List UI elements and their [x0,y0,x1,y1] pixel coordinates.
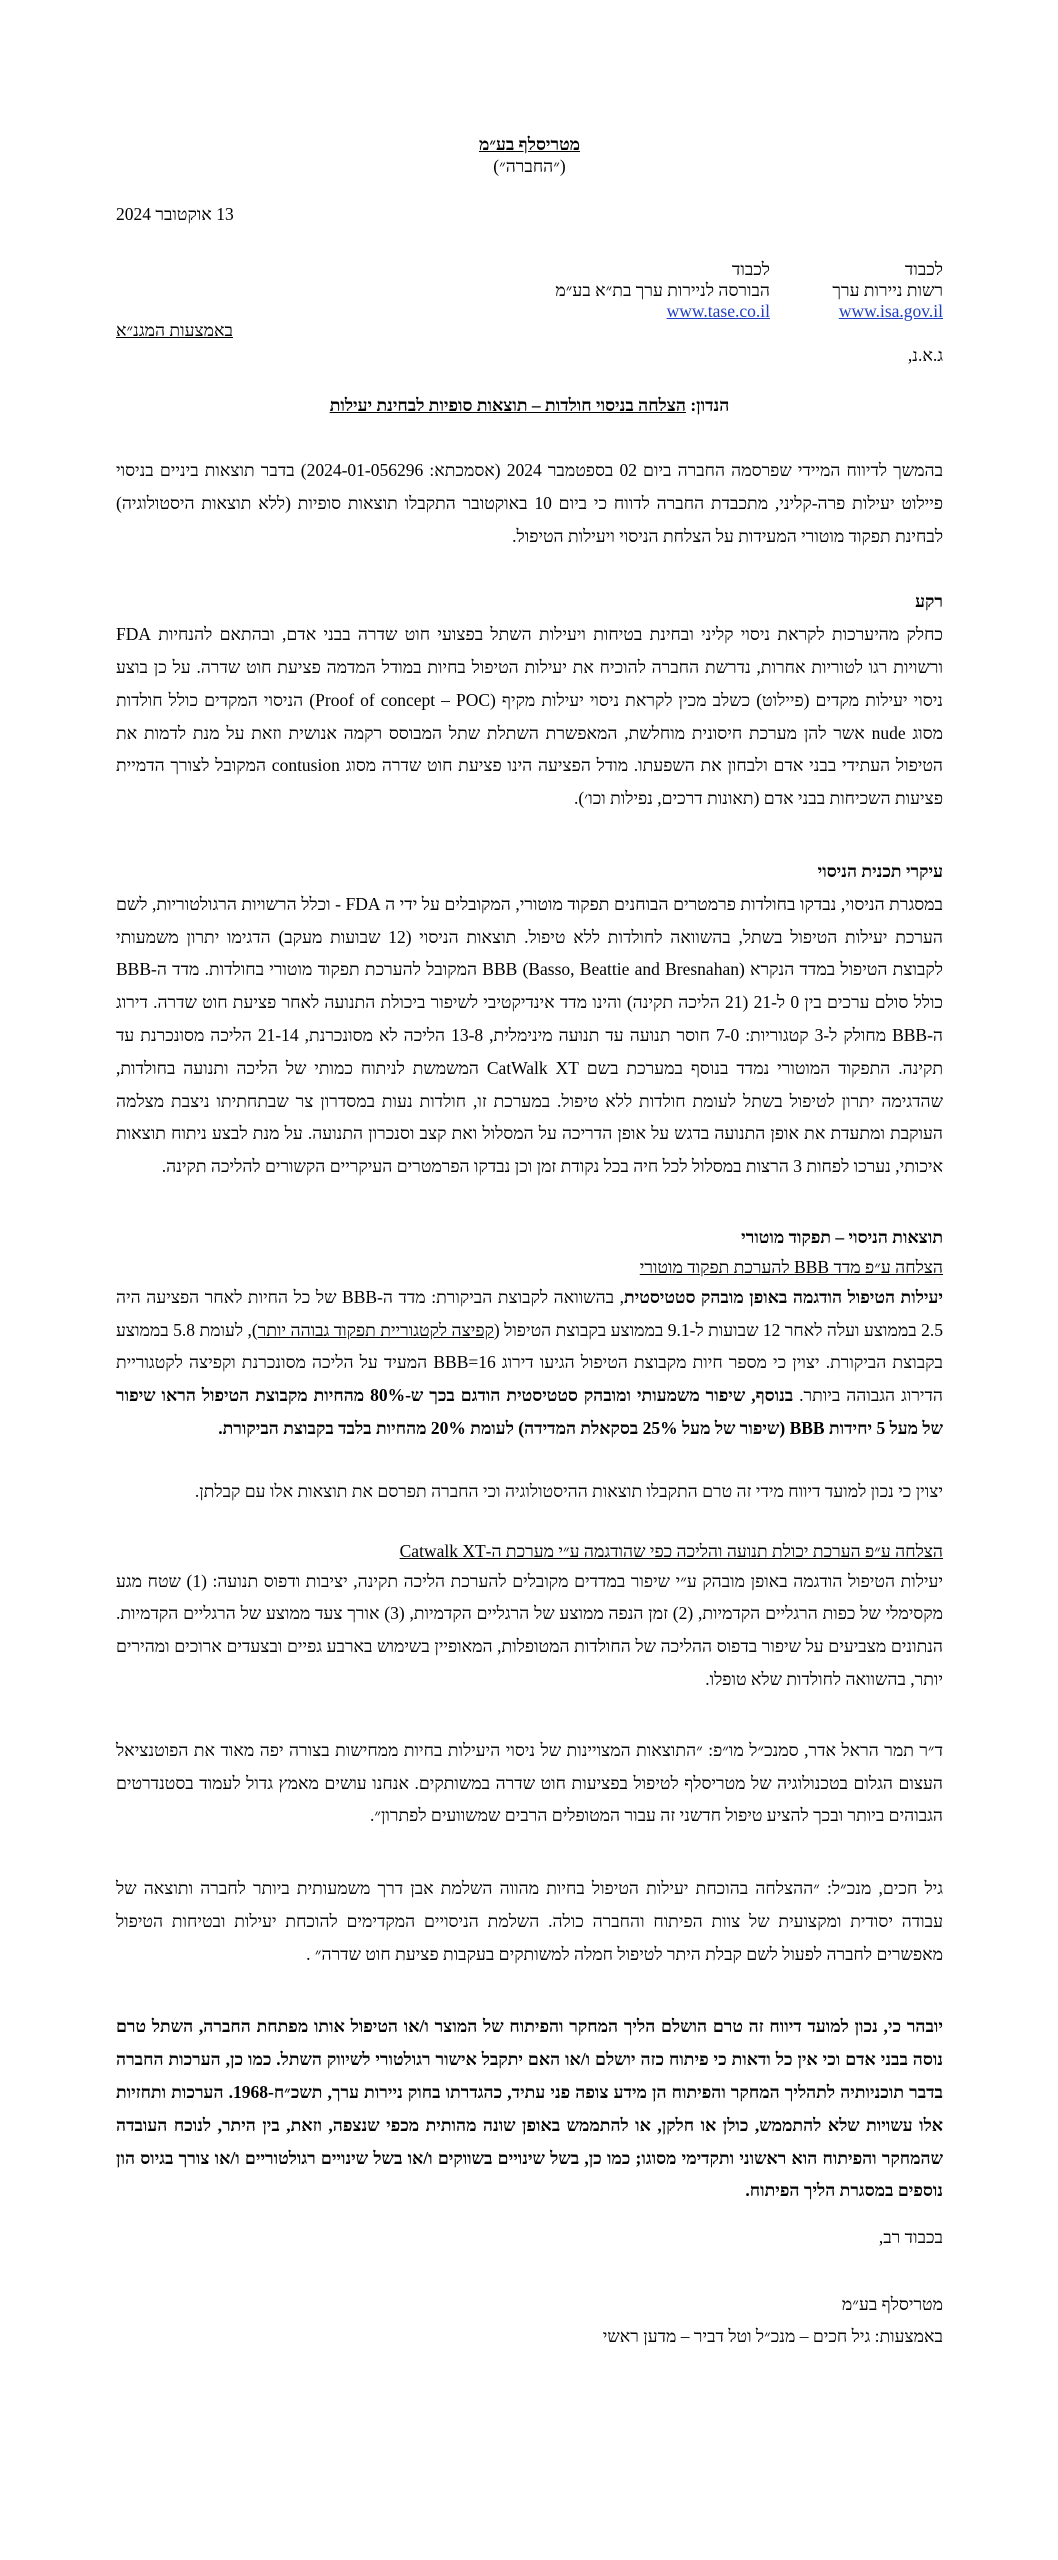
plan-text: במסגרת הניסוי, נבדקו בחולדות פרמטרים הבוחנים תפקוד מוטורי, המקובלים על ידי ה FDA - וכלל הרשויות הרגולטוריות, לשם הערכת יעילות הטיפול בשתל, בהשוואה לחולדות ללא טיפול. תוצאות הניסוי (12 שבועות מעקב) הדגימו יתרון משמעותי לקבוצת הטיפול במדד הנקרא BBB (Basso, Beattie and Bresnahan) המקובל להערכת תפקוד מוטורי בחולדות. מדד ה-BBB כולל סולם ערכים בין 0 ל-21 (21 הליכה תקינה) והינו מדד אינדיקטיבי לשיפור ביכולת התנועה לאחר פציעת חוט שדרה. דירוג ה-BBB מחולק ל-3 קטגוריות: 7-0 חוסר תנועה עד תנועה מינימלית, 13-8 הליכה לא מסונכרנת, 21-14 הליכה מסונכרנת עד תקינה. התפקוד המוטורי נמדד בנוסף במערכת בשם CatWalk XT המשמשת לניתוח כמותי של הליכה ותנועה בחולדות, שהדגימה יתרון לטיפול בשתל לעומת חולדות ללא טיפול. במערכת זו, חולדות נעות במסדרון צר שבתחתיתו ניצבת מצלמה העוקבת ומתעדת את אופן התנועה בדגש על אופן הדריכה על המסלול ואת קצב וסנכרון התנועה. על מנת לבצע ניתוח תוצאות איכותי, נערכו לפחות 3 הרצות במסלול לכל חיה בכל נקודת זמן וכן נבדקו הפרמטרים העיקריים הקשורים להליכה תקינה. [116,893,944,1177]
background-title: רקע [915,591,943,612]
bbb-result-lead: יעילות הטיפול הודגמה באופן מובהק סטטיסטית [623,1286,943,1307]
histology-note: יצוין כי נכון למועד דיווח מידי זה טרם התקבלו תוצאות ההיסטולוגיה וכי החברה תפרסם את תוצאות אלו עם קבלתן. [194,1480,943,1501]
plan-section [116,855,943,1183]
quote-vp-rnd: ד״ר תמר הראל אדר, סמנכ״ל מו״פ: ״התוצאות המצויינות של ניסוי היעילות בחיות ממחישות בצורה יפה מאוד את הפוטנציאל העצום הגלום בטכנולוגיה של מטריסלף לטיפול בפציעות חוט שדרה במשותקים. אנחנו עושים מאמץ גדול לעמוד בסטנדרטים הגבוהים ביותר ובכך להציע טיפול חדשני זה עבור המטופלים הרבים שמשוועים לפתרון״. [116,1739,943,1826]
recipient-tase-salutation: לכבוד [731,259,770,279]
intro-paragraph: בהמשך לדיווח המיידי שפרסמה החברה ביום 02 בספטמבר 2024 (אסמכתא: 2024-01-056296) בדבר תוצאות ביניים בניסוי פיילוט יעילות פרה-קליני, מתכבדת החברה לדווח כי ביום 10 באוקטובר התקבלו תוצאות סופיות (ללא תוצאות היסטולוגיה) לבחינת תפקוד מוטורי המעידות על הצלחת הניסוי ויעילות הטיפול. [116,460,944,546]
greeting: ג.א.נ, [907,345,943,365]
isa-link[interactable]: www.isa.gov.il [838,301,943,321]
results-section [116,1221,943,1445]
via-magna [116,319,943,341]
tase-link[interactable]: www.tase.co.il [666,301,770,321]
bbb-result-part2: , בהשוואה לקבוצת הביקורת: מדד ה-BBB של כל החיות לאחר הפציעה היה 2.5 בממוצע ועלה לאחר 12 שבועות ל-9.1 בממוצע בקבוצת הטיפול ( [116,1286,943,1340]
recipients [116,259,943,322]
company-name: מטריסלף בע״מ [478,134,581,154]
closing: בכבוד רב, [878,2227,943,2248]
background-section [116,585,943,815]
bbb-result-jump: קפיצה לקטגוריית תפקוד גבוהה יותר [257,1319,494,1340]
recipient-isa-name: רשות ניירות ערך [832,280,943,300]
background-text: כחלק מהיערכות לקראת ניסוי קליני ובחינת בטיחות ויעילות השתל בפצועי חוט שדרה בבני אדם, ובהתאם להנחיות FDA ורשויות רגו לטוריות אחרות, נדרשת החברה להוכיח את יעילות הטיפול בחיות במודל המדמה פציעת חוט שדרה. על כן בוצע ניסוי יעילות מקדים (פיילוט) כשלב מכין לקראת ניסוי יעילות מקיף (Proof of concept – POC) הניסוי המקדים כולל חולדות מסוג nude אשר להן מערכת חיסונית מוחלשת, המאפשרת השתלת שתל המבוסס רקמה אנושית וזאת על מנת לדמות את הטיפול העתידי בבני אדם ולבחון את השפעתו. מודל הפציעה הינו פציעת חוט שדרה מסוג contusion המקובל לצורך הדמיית פציעות השכיחות בבני אדם (תאונות דרכים, נפילות וכו׳). [116,624,943,809]
subject-line [116,394,943,416]
letter-date: 13 אוקטובר 2024 [116,204,234,224]
quote-ceo: גיל חכים, מנכ״ל: ״ההצלחה בהוכחת יעילות הטיפול בחיות מהווה השלמת אבן דרך משמעותית ביותר לחברה ותוצאה של עבודה יסודית ומקצועית של צוות הפיתוח והחברה כולה. השלמת הניסויים המקדימים להוכחת יעילות ובטיחות הטיפול מאפשרים לחברה לפעול לשם קבלת היתר לטיפול חמלה למשותקים בעקבות פציעת חוט שדרה״ . [116,1878,943,1964]
letter-header [116,133,943,177]
signature-company: מטריסלף בע״מ [841,2294,943,2315]
bbb-result-part4: ), לעומת 5.8 בממוצע בקבוצת הביקורת. יצוין כי מספר חיות מקבוצת הטיפול הגיעו דירוג BBB=16 המעיד על הליכה מסונכרנת וקפיצה לקטגוריית הדירוג הגבוהה ביותר. [116,1319,943,1406]
catwalk-text: יעילות הטיפול הודגמה באופן מובהק ע״י שיפור במדדים מקובלים להערכת הליכה תקינה, יציבות ודפוס תנועה: (1) שטח מגע מקסימלי של כפות הרגליים הקדמיות, (2) זמן הנפה ממוצע של הרגליים הקדמיות, (3) אורך צעד ממוצע של הרגליים הקדמיות. הנתונים מצביעים על שיפור בדפוס ההליכה של החולדות המטופלות, המאופיין בשימוש בארבע גפיים ובצעדים ארוכים ומהירים יותר, בהשוואה לחולדות שלא טופלו. [116,1570,944,1689]
recipient-tase [555,259,770,322]
recipient-isa-salutation: לכבוד [904,259,943,279]
letter-page [116,133,943,2352]
forward-looking-disclaimer: יובהר כי, נכון למועד דיווח זה טרם הושלם הליך המחקר והפיתוח של המוצר ו/או הטיפול אותו מפתחת החברה, השתל טרם נוסה בבני אדם וכי אין כל ודאות כי פיתוח כזה יושלם ו/או האם יתקבל אישור רגולטורי לשיווק השתל. כמו כן, הערכות החברה בדבר תוכניותיה לתהליך המחקר והפיתוח הן מידע צופה פני עתיד, כהגדרתו בחוק ניירות ערך, תשכ״ח-1968. הערכות ותחזיות אלו עשויות שלא להתממש, כולן או חלקן, או להתממש באופן שונה מהותית מכפי שנצפה, וזאת, בין היתר, לנוכח העובדה שהמחקר והפיתוח הוא ראשוני ותקדימי מסוגו; כמו כן, בשל שינויים בשווקים ו/או בשל שינויים רגולטוריים ו/או צורך בגיוס הון נוספים במסגרת הליך הפיתוח. [116,2016,943,2201]
recipient-isa [770,259,943,322]
catwalk-subtitle: הצלחה ע״פ הערכת יכולת תנועה והליכה כפי שהודגמה ע״י מערכת ה-Catwalk XT [399,1540,943,1561]
bbb-result-significance: בנוסף, שיפור משמעותי ומובהק סטטיסטית הודגם בכך ש-80% מהחיות מקבוצת הטיפול הראו שיפור של מעל 5 יחידות BBB (שיפור של מעל 25% בסקאלת המדידה) לעומת 20% מהחיות בלבד בקבוצת הביקורת. [116,1385,943,1438]
catwalk-section [116,1538,943,1696]
signature-by: באמצעות: גיל חכים – מנכ״ל וטל דביר – מדען ראשי [602,2326,943,2347]
results-title: תוצאות הניסוי – תפקוד מוטורי [741,1226,943,1247]
plan-title: עיקרי תכנית הניסוי [817,860,943,881]
bbb-subtitle: הצלחה ע״פ מדד BBB להערכת תפקוד מוטורי [639,1256,943,1277]
via-magna-text: באמצעות המגנ״א [116,320,233,340]
subject-prefix: הנדון: [685,395,730,415]
signature-block [116,2288,943,2352]
recipient-tase-name: הבורסה לניירות ערך בת״א בע״מ [555,280,770,300]
bbb-results-text [116,1281,943,1445]
company-alias: (״החברה״) [493,156,566,176]
subject-text: הצלחה בניסוי חולדות – תוצאות סופיות לבחינת יעילות [329,395,686,415]
